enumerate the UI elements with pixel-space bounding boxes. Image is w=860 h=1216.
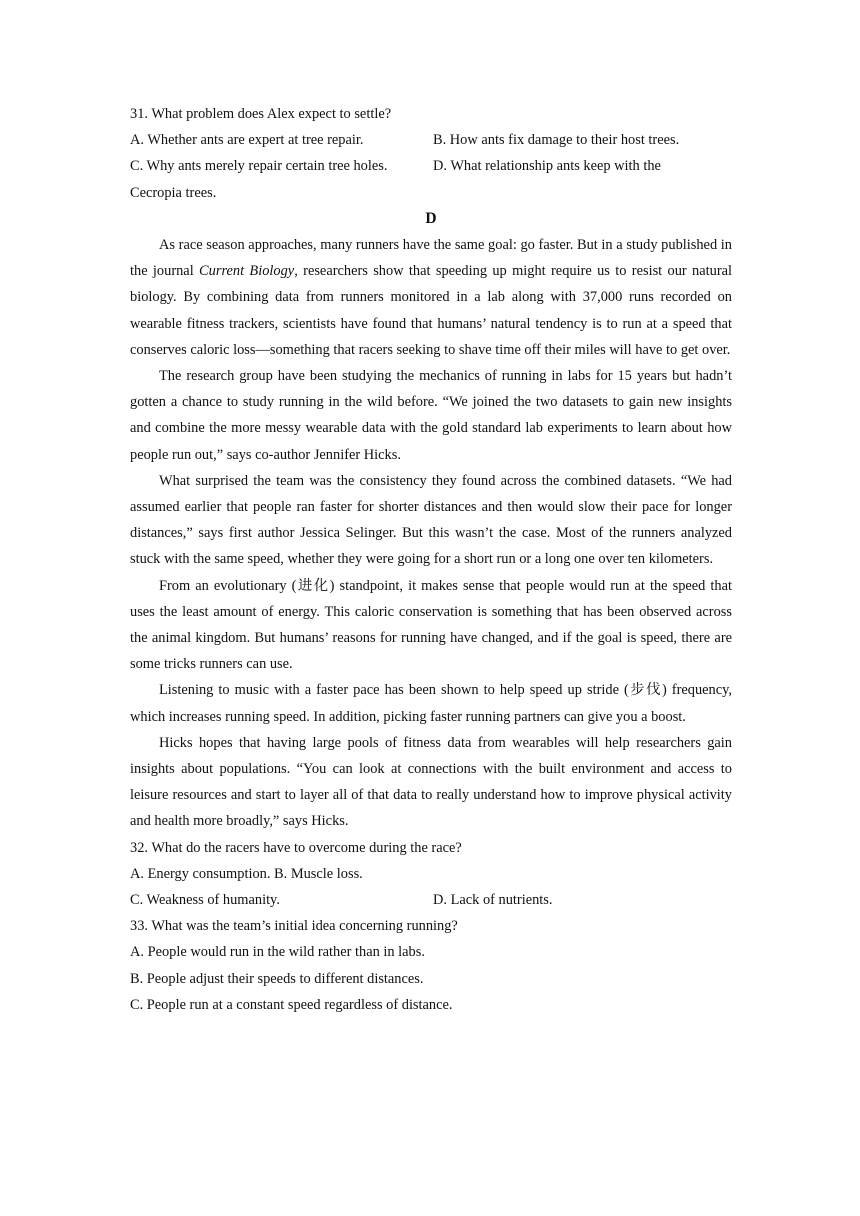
option-d: D. Lack of nutrients. bbox=[433, 891, 553, 908]
options-row bbox=[130, 887, 732, 913]
question-stem: 32. What do the racers have to overcome during the race? bbox=[130, 839, 462, 856]
p1-text-end: , researchers show that speeding up might require us to resist our natural biology. By combining data from runners monitored in a lab along with 37,000 runs recorded on wearable fitness trackers, scientists have found that humans’ natural tendency is to run at a speed that conserves caloric loss—something that racers seeking to shave time off their miles will have to get over. bbox=[130, 263, 732, 358]
journal-title: Current Biology bbox=[199, 263, 295, 280]
passage-paragraph-5: Listening to music with a faster pace has been shown to help speed up stride (步伐) frequency, which increases running speed. In addition, picking faster running partners can give you a boost. bbox=[130, 682, 732, 725]
option-d-continuation: Cecropia trees. bbox=[130, 184, 217, 201]
p1-text-start: As race season approaches, many runners have the same goal: go faster. But in a study published in the journal bbox=[130, 236, 732, 280]
options-row bbox=[130, 153, 732, 179]
section-heading: D bbox=[425, 209, 437, 227]
question-32 bbox=[130, 835, 732, 914]
option-c: C. People run at a constant speed regardless of distance. bbox=[130, 996, 453, 1013]
option-a: A. People would run in the wild rather than in labs. bbox=[130, 944, 425, 961]
passage-paragraph-4: From an evolutionary (进化) standpoint, it makes sense that people would run at the speed that uses the least amount of energy. This caloric conservation is something that has been observed across the animal kingdom. But humans’ reasons for running have changed, and if the goal is speed, there are some tricks runners can use. bbox=[130, 577, 732, 673]
option-a: A. Whether ants are expert at tree repair. bbox=[130, 132, 364, 149]
option-c: C. Why ants merely repair certain tree holes. bbox=[130, 158, 388, 175]
options-a-b: A. Energy consumption. B. Muscle loss. bbox=[130, 865, 363, 882]
passage-paragraph-2: The research group have been studying the mechanics of running in labs for 15 years but hadn’t gotten a chance to study running in the wild before. “We joined the two datasets to gain new insights and combine the more messy wearable data with the gold standard lab experiments to learn about how people run out,” says co-author Jennifer Hicks. bbox=[130, 367, 732, 463]
option-d: D. What relationship ants keep with the bbox=[433, 158, 661, 175]
option-b: B. How ants fix damage to their host trees. bbox=[433, 132, 680, 149]
question-33 bbox=[130, 913, 732, 1018]
option-b: B. People adjust their speeds to different distances. bbox=[130, 970, 424, 987]
question-stem: 33. What was the team’s initial idea concerning running? bbox=[130, 918, 458, 935]
question-stem: 31. What problem does Alex expect to settle? bbox=[130, 106, 392, 122]
option-c: C. Weakness of humanity. bbox=[130, 891, 280, 908]
passage bbox=[130, 232, 732, 835]
question-31 bbox=[130, 101, 732, 206]
passage-paragraph-3: What surprised the team was the consistency they found across the combined datasets. “We had assumed earlier that people ran faster for shorter distances and then would slow their pace for longer distances,” says first author Jessica Selinger. But this wasn’t the case. Most of the runners analyzed stuck with the same speed, whether they were going for a short run or a long one over ten kilometers. bbox=[130, 472, 732, 568]
exam-page bbox=[130, 101, 732, 1018]
passage-paragraph-1 bbox=[130, 232, 732, 363]
options-row bbox=[130, 127, 732, 153]
passage-paragraph-6: Hicks hopes that having large pools of fitness data from wearables will help researchers gain insights about populations. “You can look at connections with the built environment and access to leisure resources and start to layer all of that data to really understand how to improve physical activity and health more broadly,” says Hicks. bbox=[130, 734, 732, 830]
